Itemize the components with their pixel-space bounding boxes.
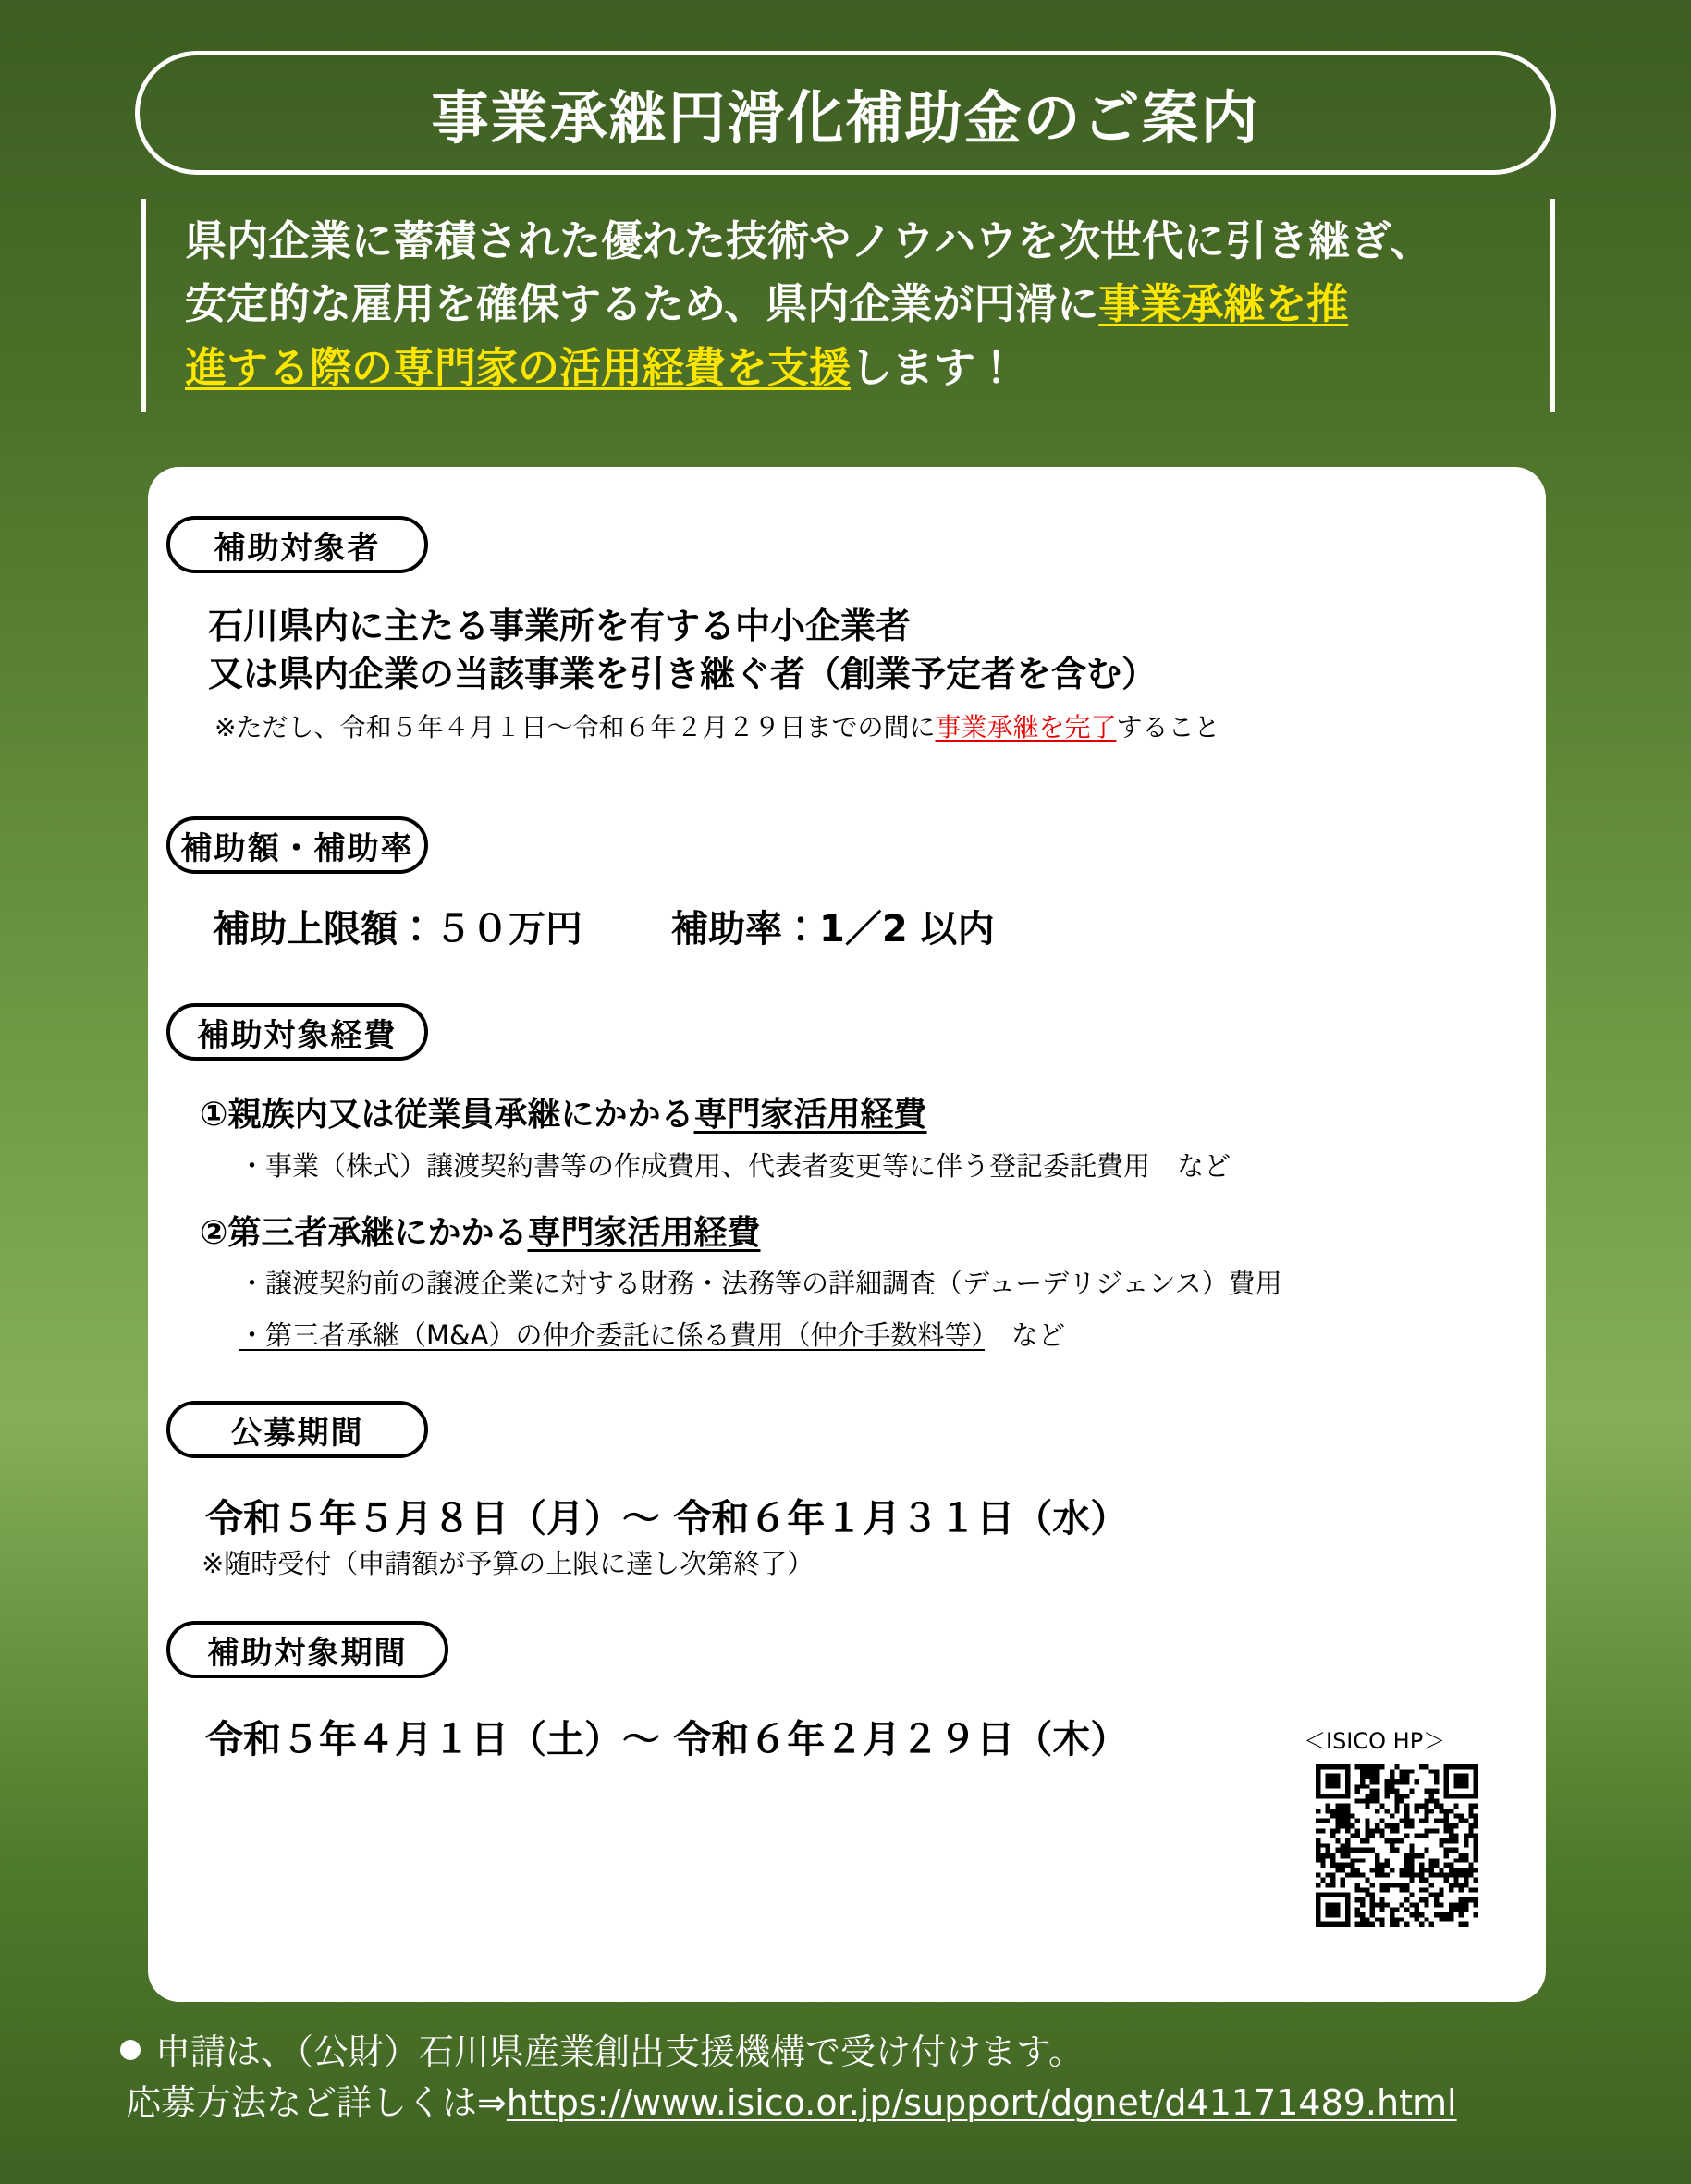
footer-line-2 xyxy=(120,2078,1581,2129)
lead-line-3-highlight: 進する際の専門家の活用経費を支援 xyxy=(185,342,852,392)
lead-line-2 xyxy=(185,273,1513,336)
footer-line-1 xyxy=(120,2027,1581,2078)
amount-cap: 補助上限額：５０万円 xyxy=(213,908,582,951)
section-heading-amount-text: 補助額・補助率 xyxy=(180,829,414,867)
application-period-note: ※随時受付（申請額が予算の上限に達し次第終了） xyxy=(202,1548,815,1579)
lead-line-1 xyxy=(185,210,1513,273)
subsidy-period-value: 令和５年４月１日（土）～ 令和６年２月２９日（木） xyxy=(205,1717,1129,1761)
qr-code[interactable] xyxy=(1306,1755,1488,1936)
expense-item-1-heading xyxy=(200,1088,927,1135)
expense-item-2-bullet-1: ・譲渡契約前の譲渡企業に対する財務・法務等の詳細調査（デューデリジェンス）費用 xyxy=(239,1268,1282,1299)
section-heading-target-text: 補助対象者 xyxy=(214,529,381,567)
amount-rate: 補助率：1／2 以内 xyxy=(671,908,995,951)
section-heading-target xyxy=(166,516,428,573)
lead-line-3 xyxy=(185,337,1513,399)
section-heading-subsidy-period xyxy=(166,1621,448,1678)
footer-line-2-prefix: 応募方法など詳しくは⇒ xyxy=(126,2082,507,2124)
target-note-post: すること xyxy=(1116,712,1220,742)
footer xyxy=(120,2027,1581,2129)
section-heading-expenses-text: 補助対象経費 xyxy=(197,1016,398,1054)
expense-item-1-bullet: ・事業（株式）譲渡契約書等の作成費用、代表者変更等に伴う登記委託費用 など xyxy=(239,1150,1231,1182)
lead-line-3-text: します！ xyxy=(851,342,1018,392)
section-heading-application-period-text: 公募期間 xyxy=(230,1414,364,1452)
lead-line-2-text: 安定的な雇用を確保するため、県内企業が円滑に xyxy=(185,279,1099,329)
section-heading-subsidy-period-text: 補助対象期間 xyxy=(207,1634,408,1672)
target-note-emphasis: 事業承継を完了 xyxy=(935,712,1117,742)
bullet-dot-icon xyxy=(120,2040,141,2060)
lead-line-1-text: 県内企業に蓄積された優れた技術やノウハウを次世代に引き継ぎ、 xyxy=(185,216,1432,265)
expense-item-2-heading-underlined: 専門家活用経費 xyxy=(527,1214,761,1252)
target-note-pre: ※ただし、令和５年４月１日～令和６年２月２９日までの間に xyxy=(214,712,936,742)
page-title xyxy=(135,51,1556,175)
expense-item-2-bullet-2-underlined: ・第三者承継（M&A）の仲介委託に係る費用（仲介手数料等） xyxy=(239,1319,985,1351)
qr-code-label: ＜ISICO HP＞ xyxy=(1304,1728,1446,1754)
target-line-1: 石川県内に主たる事業所を有する中小企業者 xyxy=(208,606,912,646)
lead-line-2-highlight: 事業承継を推 xyxy=(1098,279,1349,329)
expense-item-2-bullet-2-post: など xyxy=(984,1319,1065,1351)
section-heading-application-period xyxy=(166,1401,428,1458)
expense-item-1-heading-underlined: 専門家活用経費 xyxy=(693,1096,927,1134)
expense-item-2-heading xyxy=(200,1207,761,1254)
application-period-value: 令和５年５月８日（月）～ 令和６年１月３１日（水） xyxy=(205,1496,1129,1540)
footer-line-1-text: 申請は、（公財）石川県産業創出支援機構で受け付けます。 xyxy=(155,2031,1084,2072)
footer-url-link[interactable]: https://www.isico.or.jp/support/dgnet/d41171489.html xyxy=(506,2082,1457,2124)
target-note xyxy=(214,709,1220,747)
expense-item-2-bullet-2 xyxy=(239,1315,1065,1356)
target-line-2: 又は県内企業の当該事業を引き継ぐ者（創業予定者を含む） xyxy=(208,654,1158,694)
content-card xyxy=(148,467,1546,2002)
expense-item-1-heading-pre: ①親族内又は従業員承継にかかる xyxy=(200,1096,694,1134)
page-title-text: 事業承継円滑化補助金のご案内 xyxy=(431,83,1260,152)
section-heading-amount xyxy=(166,816,428,874)
qr-code-image xyxy=(1316,1764,1478,1927)
expense-item-2-heading-pre: ②第三者承継にかかる xyxy=(200,1214,528,1252)
amount-row xyxy=(213,900,995,952)
lead-paragraph xyxy=(141,199,1555,412)
section-heading-expenses xyxy=(166,1003,428,1061)
